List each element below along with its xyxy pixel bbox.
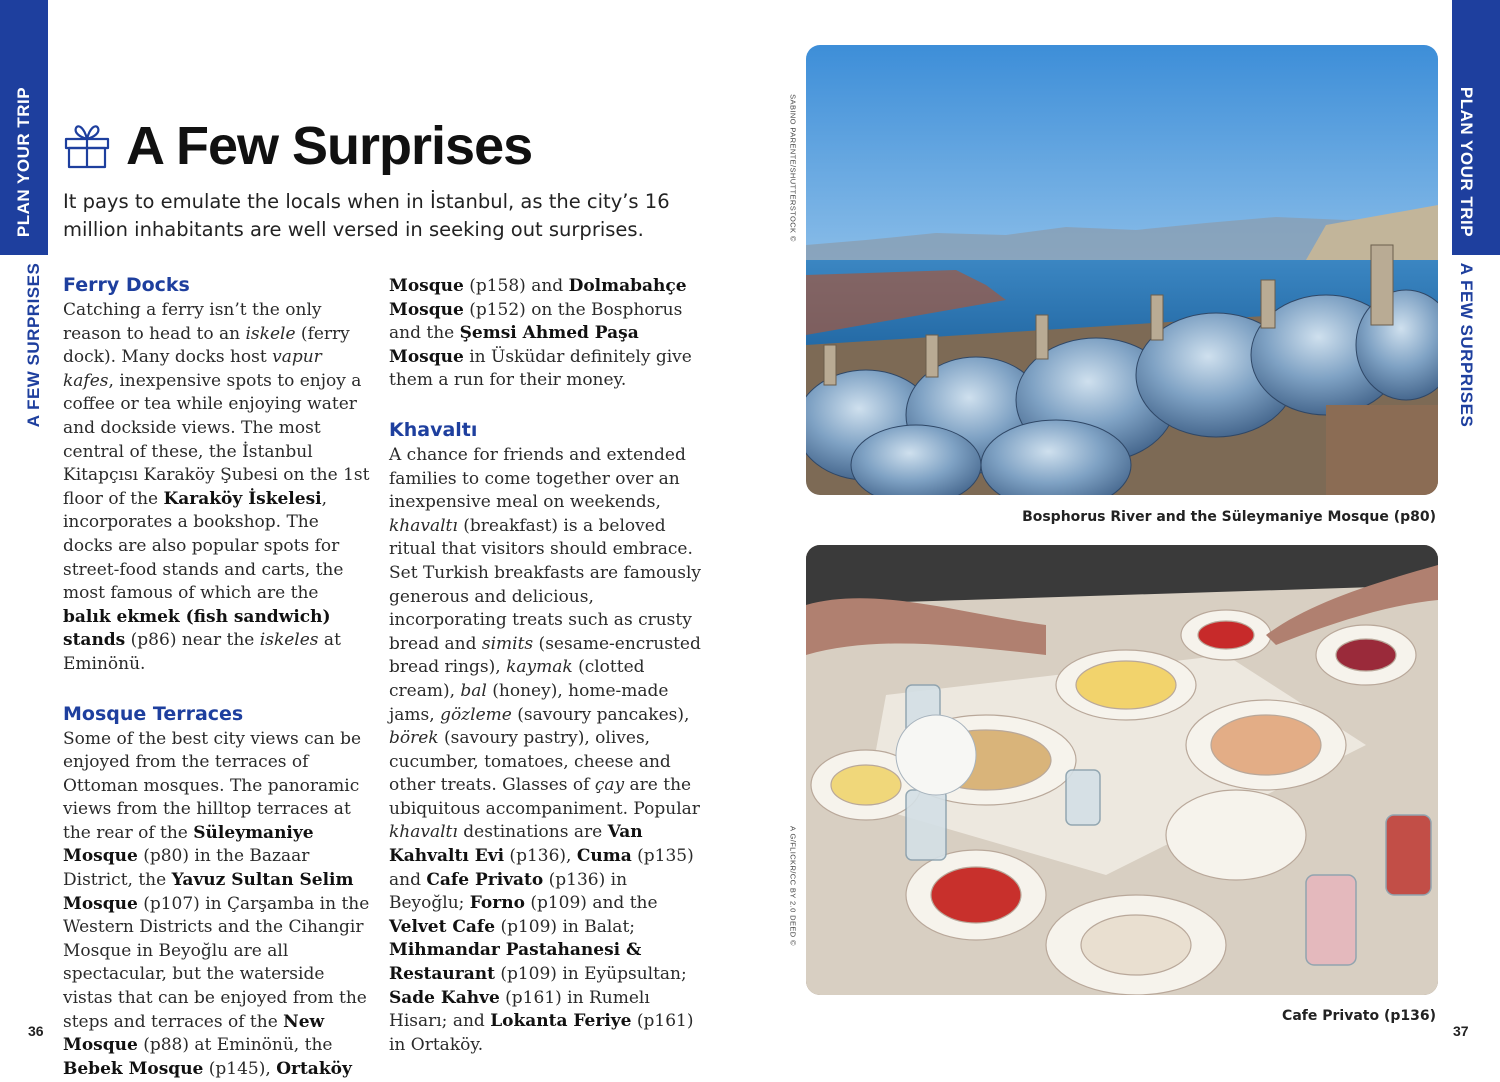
side-tab-plan-label-left: PLAN YOUR TRIP [14,86,33,238]
paragraph-mosque-terraces: Some of the best city views can be enjoyed from the terraces of Ottoman mosques. The panoramic views from the hilltop terraces at the rear of the Süleymaniye Mosque (p80) in the Bazaar District, the Yavuz Sultan Selim Mosque (p107) in Çarşamba in the Western Districts and the Cihangir Mosque in Beyoğlu are all spectacular, but the waterside vistas that can be enjoyed from the steps and terraces of the New Mosque (p88) at Eminönü, the Bebek Mosque (p145), Ortaköy [63,728,370,1079]
text-column-2 [389,275,701,1057]
side-tab-plan-label-right: PLAN YOUR TRIP [1457,86,1476,238]
photo-credit-2: A G/FLICKR/CC BY 2.0 DEED © [788,826,798,946]
heading-mosque-terraces: Mosque Terraces [63,702,244,725]
photo-credit-1: SABINO PARENTE/SHUTTERSTOCK © [788,94,798,242]
photo-caption-2: Cafe Privato (p136) [1282,1008,1436,1024]
paragraph-ferry-docks: Catching a ferry isn’t the only reason to head to an iskele (ferry dock). Many docks host vapur kafes, inexpensive spots to enjoy a coffee or tea while enjoying water and dockside views. The most central of these, the İstanbul Kitapçısı Karaköy Şubesi on the 1st floor of the Karaköy İskelesi, incorporates a bookshop. The docks are also popular spots for street-food stands and carts, the most famous of which are the balık ekmek (fish sandwich) stands (p86) near the iskeles at Eminönü. [63,300,370,674]
page-number-right: 37 [1453,1023,1469,1039]
title-row [62,112,532,180]
page-title: A Few Surprises [126,116,533,176]
paragraph-mosque-terraces-continued: Mosque (p158) and Dolmabahçe Mosque (p152) on the Bosphorus and the Şemsi Ahmed Paşa Mosque in Üsküdar definitely give them a run for their money. [389,276,692,391]
intro-paragraph: It pays to emulate the locals when in İstanbul, as the city’s 16 million inhabitants are well versed in seeking out surprises. [63,190,670,241]
photo-breakfast [806,545,1438,995]
heading-khavalti: Khavaltı [389,418,478,441]
side-tab-section-label-right: A FEW SURPRISES [1457,262,1476,428]
side-tab-section-label-left: A FEW SURPRISES [24,262,43,428]
photo-caption-1: Bosphorus River and the Süleymaniye Mosque (p80) [1022,509,1436,525]
gift-icon [62,121,112,171]
paragraph-khavalti: A chance for friends and extended families to come together over an inexpensive meal on weekends, khavaltı (breakfast) is a beloved ritual that visitors should embrace. Set Turkish breakfasts are famously generous and delicious, incorporating treats such as crusty bread and simits (sesame-encrusted bread rings), kaymak (clotted cream), bal (honey), home-made jams, gözleme (savoury pancakes), börek (savoury pastry), olives, cucumber, tomatoes, cheese and other treats. Glasses of çay are the ubiquitous accompaniment. Popular khavaltı destinations are Van Kahvaltı Evi (p136), Cuma (p135) and Cafe Privato (p136) in Beyoğlu; Forno (p109) and the Velvet Cafe (p109) in Balat; Mihmandar Pastahanesi & Restaurant (p109) in Eyüpsultan; Sade Kahve (p161) in Rumelı Hisarı; and Lokanta Feriye (p161) in Ortaköy. [389,444,702,1055]
text-column-1 [63,272,371,1081]
photo-bosphorus [806,45,1438,495]
heading-ferry-docks: Ferry Docks [63,274,190,296]
page-number-left: 36 [28,1023,44,1039]
